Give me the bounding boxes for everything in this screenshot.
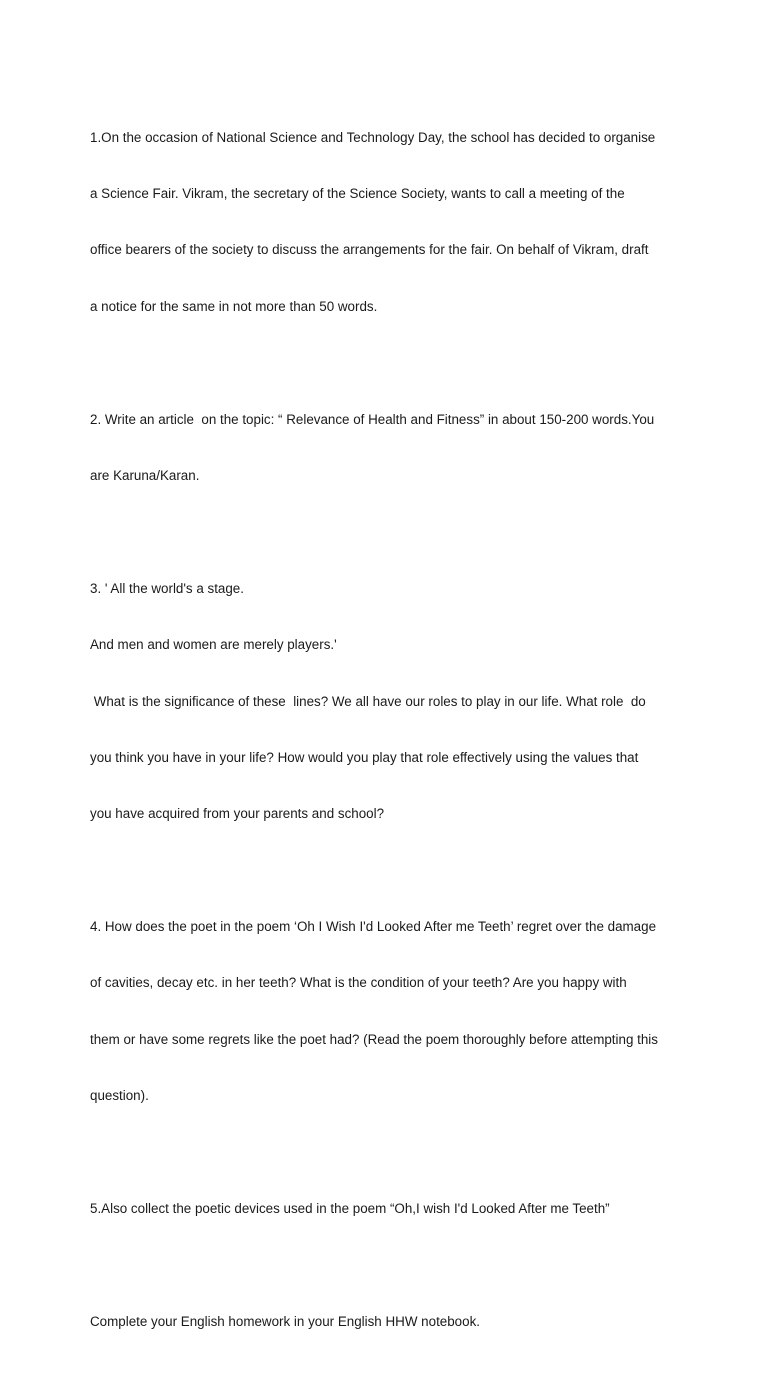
question-3-line-3: What is the significance of these lines? We all have our roles to play in our life. What role do (90, 693, 646, 709)
question-3-line-2: And men and women are merely players.' (90, 637, 337, 653)
question-3 (90, 542, 686, 862)
question-4 (90, 880, 686, 1143)
question-1 (90, 91, 686, 354)
question-5-line-1: 5.Also collect the poetic devices used in the poem “Oh,I wish I'd Looked After me Teeth” (90, 1201, 610, 1217)
closing-instruction-line-1: Complete your English homework in your English HHW notebook. (90, 1313, 480, 1329)
question-4-line-4: question). (90, 1088, 149, 1104)
question-1-line-2: a Science Fair. Vikram, the secretary of the Science Society, wants to call a meeting of the (90, 185, 625, 201)
question-3-line-1: 3. ' All the world's a stage. (90, 580, 244, 596)
question-3-line-4: you think you have in your life? How would you play that role effectively using the values that (90, 749, 639, 765)
closing-instruction (90, 1275, 686, 1369)
question-2-line-2: are Karuna/Karan. (90, 467, 200, 483)
question-4-line-2: of cavities, decay etc. in her teeth? What is the condition of your teeth? Are you happy with (90, 975, 627, 991)
question-3-line-5: you have acquired from your parents and school? (90, 806, 385, 822)
question-1-line-4: a notice for the same in not more than 50 words. (90, 298, 378, 314)
question-1-line-1: 1.On the occasion of National Science and Technology Day, the school has decided to organise (90, 129, 656, 145)
question-1-line-3: office bearers of the society to discuss the arrangements for the fair. On behalf of Vikram, draft (90, 242, 649, 258)
document-body (90, 91, 686, 1388)
question-4-line-3: them or have some regrets like the poet had? (Read the poem thoroughly before attempting this (90, 1031, 658, 1047)
question-2 (90, 373, 686, 523)
question-2-line-1: 2. Write an article on the topic: “ Relevance of Health and Fitness” in about 150-200 words.You (90, 411, 655, 427)
question-5 (90, 1162, 686, 1256)
question-4-line-1: 4. How does the poet in the poem ‘Oh I Wish I'd Looked After me Teeth’ regret over the damage (90, 919, 657, 935)
